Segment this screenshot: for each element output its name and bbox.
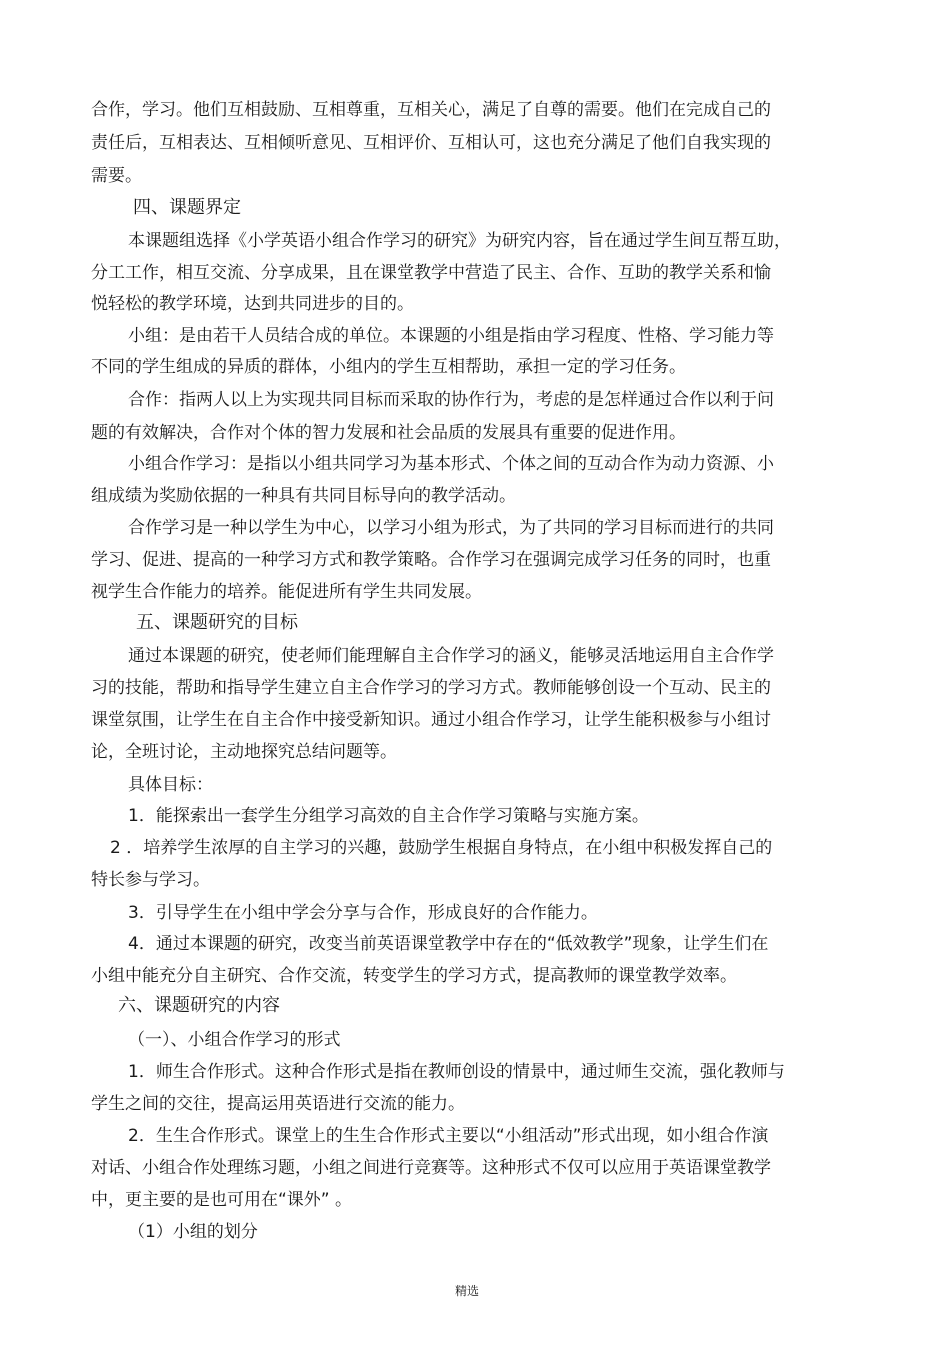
body-line: 题的有效解决，合作对个体的智力发展和社会品质的发展具有重要的促进作用。 — [91, 423, 686, 443]
body-line: 视学生合作能力的培养。能促进所有学生共同发展。 — [91, 582, 482, 602]
body-line: 特长参与学习。 — [91, 870, 210, 890]
body-line: 需要。 — [91, 166, 142, 186]
list-item: 2．生生合作形式。课堂上的生生合作形式主要以“小组活动”形式出现，如小组合作演 — [128, 1126, 769, 1146]
body-line: 对话、小组合作处理练习题，小组之间进行竞赛等。这种形式不仅可以应用于英语课堂教学 — [91, 1158, 771, 1178]
body-line: 课堂氛围，让学生在自主合作中接受新知识。通过小组合作学习，让学生能积极参与小组讨 — [91, 710, 771, 730]
body-line: 小组合作学习：是指以小组共同学习为基本形式、个体之间的互动合作为动力资源、小 — [128, 454, 774, 474]
body-line: 通过本课题的研究，使老师们能理解自主合作学习的涵义，能够灵活地运用自主合作学 — [128, 646, 774, 666]
section-heading: 六、课题研究的内容 — [118, 995, 280, 1016]
subsection-heading: （1）小组的划分 — [128, 1222, 258, 1242]
subsection-heading: （一）、小组合作学习的形式 — [128, 1030, 341, 1050]
list-item: 1．能探索出一套学生分组学习高效的自主合作学习策略与实施方案。 — [128, 806, 649, 826]
section-heading: 四、课题界定 — [133, 197, 241, 218]
body-line: 本课题组选择《小学英语小组合作学习的研究》为研究内容，旨在通过学生间互帮互助， — [128, 231, 791, 251]
list-item: 2 ．培养学生浓厚的自主学习的兴趣，鼓励学生根据自身特点，在小组中积极发挥自己的 — [110, 838, 773, 858]
body-line: 合作学习是一种以学生为中心，以学习小组为形式，为了共同的学习目标而进行的共同 — [128, 518, 774, 538]
body-line: 小组中能充分自主研究、合作交流，转变学生的学习方式，提高教师的课堂教学效率。 — [91, 966, 737, 986]
body-line: 小组：是由若干人员结合成的单位。本课题的小组是指由学习程度、性格、学习能力等 — [128, 326, 774, 346]
section-heading: 五、课题研究的目标 — [136, 612, 298, 633]
body-line: 合作，学习。他们互相鼓励、互相尊重，互相关心，满足了自尊的需要。他们在完成自己的 — [91, 100, 771, 120]
body-line: 论，全班讨论，主动地探究总结问题等。 — [91, 742, 397, 762]
body-line: 悦轻松的教学环境，达到共同进步的目的。 — [91, 294, 414, 314]
body-line: 习的技能，帮助和指导学生建立自主合作学习的学习方式。教师能够创设一个互动、民主的 — [91, 678, 771, 698]
page-footer: 精选 — [455, 1284, 480, 1298]
body-line: 责任后，互相表达、互相倾听意见、互相评价、互相认可，这也充分满足了他们自我实现的 — [91, 133, 771, 153]
body-line: 学生之间的交往，提高运用英语进行交流的能力。 — [91, 1094, 465, 1114]
body-line: 分工工作，相互交流、分享成果，且在课堂教学中营造了民主、合作、互助的教学关系和愉 — [91, 263, 771, 283]
body-line: 中，更主要的是也可用在“课外” 。 — [91, 1190, 353, 1210]
body-line: 学习、促进、提高的一种学习方式和教学策略。合作学习在强调完成学习任务的同时，也重 — [91, 550, 771, 570]
body-line: 合作：指两人以上为实现共同目标而采取的协作行为，考虑的是怎样通过合作以利于问 — [128, 390, 774, 410]
list-item: 3．引导学生在小组中学会分享与合作，形成良好的合作能力。 — [128, 903, 598, 923]
list-item: 4．通过本课题的研究，改变当前英语课堂教学中存在的“低效教学”现象，让学生们在 — [128, 934, 769, 954]
body-line: 组成绩为奖励依据的一种具有共同目标导向的教学活动。 — [91, 486, 516, 506]
body-line: 具体目标： — [128, 775, 213, 795]
list-item: 1．师生合作形式。这种合作形式是指在教师创设的情景中，通过师生交流，强化教师与 — [128, 1062, 785, 1082]
body-line: 不同的学生组成的异质的群体，小组内的学生互相帮助，承担一定的学习任务。 — [91, 357, 686, 377]
